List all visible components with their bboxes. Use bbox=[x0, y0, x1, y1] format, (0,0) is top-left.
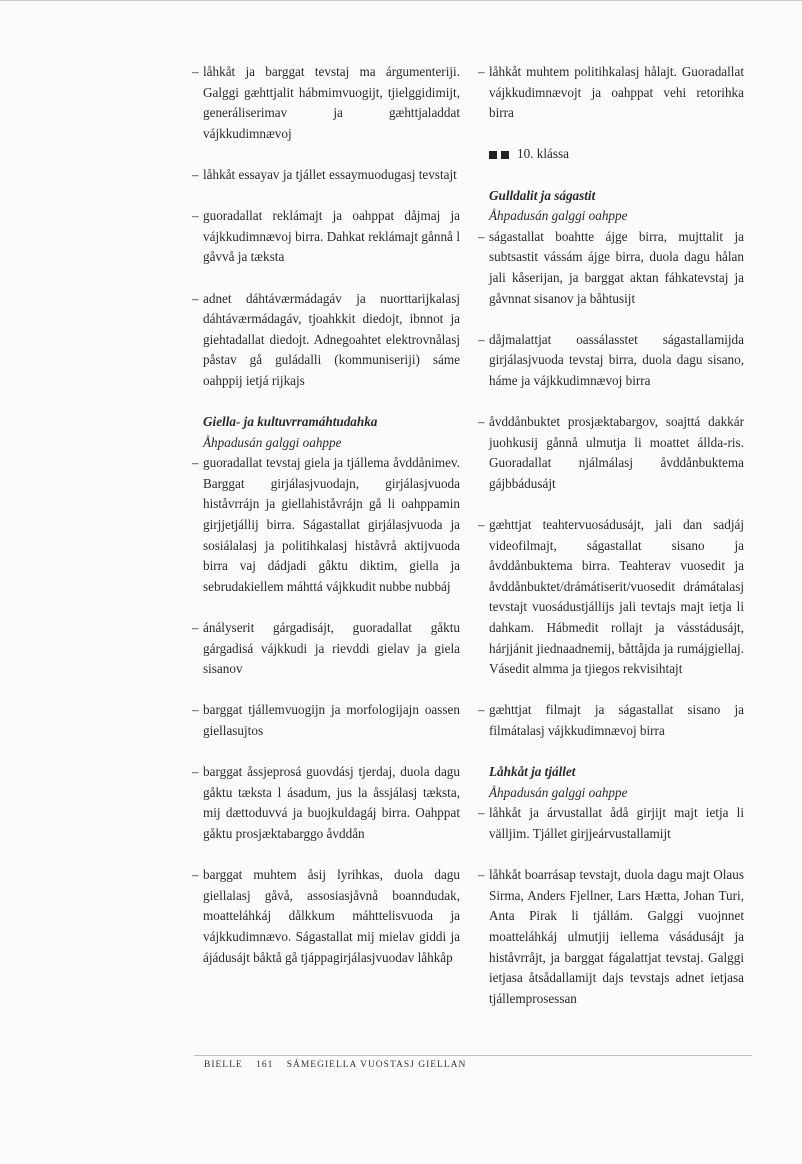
square-bullet-icon bbox=[501, 151, 509, 159]
list-item: – låhkåt ja árvustallat ådå girjijt majt ietja li välljim. Tjállet girjjeárvustallamijt bbox=[478, 803, 744, 844]
right-column bbox=[478, 62, 744, 1030]
list-item: – barggat muhtem åsij lyrihkas, duola dagu giellalasj gåvå, assosiasjåvnå boanndudak, moatteláhkáj dålkkum máhttelisvuoda ja vájkkudimnævo. Ságastallat mij mielav giddi ja ájádusájt båktå gå tjáppagirjálasjvuodav låhkåp bbox=[192, 865, 460, 968]
section-subheading: Åhpadusán galggi oahppe bbox=[489, 784, 628, 800]
list-item: – gæhttjat teahtervuosádusájt, jali dan sadjáj videofilmajt, ságastallat sisano ja åvddånbuktema birra. Teahterav vuosedit ja åvddånbuktet/drámátiserit/vuosedit drámátalasj tevstajt vuosádustjállijs jali tevtajs majt ietja li dahkam. Hábmedit rollajt ja vásstádusájt, hárjjánit jiednaadnemij, båttåjda ja rumájgiellaj. Vásedit almma ja tjiegos rekvisihtajt bbox=[478, 515, 744, 680]
list-item: – ánályserit gárgadisájt, guoradallat gåktu gárgadisá vájkkudi ja rievddi gielav ja giela sisanov bbox=[192, 618, 460, 680]
list-item: – barggat åssjeprosá guovdásj tjerdaj, duola dagu gåktu tæksta l ásadum, jus la åssjálasj tæksta, mij dættoduvvá ja buojkuldagáj birra. Oahppat gåktu prosjæktabarggo åvddån bbox=[192, 762, 460, 844]
class-heading bbox=[489, 144, 744, 165]
list-item: – ságastallat boahtte ájge birra, mujttalit ja subtsastit vássám ájge birra, duola dagu hålan jali kåserijan, ja barggat aktan fáhkatevstaj ja gåvnnat sisanov ja båhtusijt bbox=[478, 227, 744, 309]
section-subheading: Åhpadusán galggi oahppe bbox=[203, 434, 342, 450]
list-item: – guoradallat reklámajt ja oahppat dåjmaj ja vájkkudimnævoj birra. Dahkat reklámajt gånnå l gåvvå ja tæksta bbox=[192, 206, 460, 268]
list-item: – låhkåt muhtem politihkalasj hålajt. Guoradallat vájkkudimnævojt ja oahppat vehi retorihka birra bbox=[478, 62, 744, 124]
list-item: – låhkåt boarrásap tevstajt, duola dagu majt Olaus Sirma, Anders Fjellner, Lars Hætta, Johan Turi, Anta Pirak li tjállám. Galggi vuojnnet moatteláhkáj ulmutjij iellema vásádusájt ja histåvrråjt, ja barggat fágalattjat tevstaj. Galggi ietjasa åtsådallamijt dajs tevstajs adnet ietjasa tjállemprosessan bbox=[478, 865, 744, 1009]
section-heading: Gulldalit ja ságastit bbox=[489, 187, 596, 203]
section-subheading: Åhpadusán galggi oahppe bbox=[489, 208, 628, 224]
list-item: – barggat tjállemvuogijn ja morfologijajn oassen giellasujtos bbox=[192, 700, 460, 741]
list-item: – gæhttjat filmajt ja ságastallat sisano ja filmátalasj vájkkudimnævoj birra bbox=[478, 700, 744, 741]
list-item: – åvddånbuktet prosjæktabargov, soajttá dakkár juohkusij gånnå ulmutja li moattet állda-ris. Guoradallat njálmálasj åvddånbuktema gájbbádusájt bbox=[478, 412, 744, 494]
list-item: – adnet dáhtáværmádagáv ja nuorttarijkalasj dáhtáværmádagáv, tjoahkkit diedojt, ibnnot ja giehtadallat diedojt. Adnegoahtet elektrovnålasj påstav gå guládalli (kommuniseriji) sáme oahppij ietjá rijkajs bbox=[192, 289, 460, 392]
section-heading: Giella- ja kultuvrramáhtudahka bbox=[203, 414, 378, 430]
list-item: – låhkåt essayav ja tjállet essaymuodugasj tevstajt bbox=[192, 165, 460, 186]
section-heading: Låhkåt ja tjállet bbox=[489, 764, 576, 780]
page-number: 161 bbox=[256, 1060, 274, 1070]
list-item: – guoradallat tevstaj giela ja tjállema åvddånimev. Barggat girjálasjvuodajn, girjálasjvuoda histåvrrájn ja giellahiståvrájn gå li oahppamin girjjetjállij birra. Ságastallat girjálasjvuoda ja sosiálalasj ja politihkalasj histåvrå aktijvuoda birra vaj dádjadi gåktu diktim, giella ja sebrudakiellem máhttá vájkkudit nubbe nubbáj bbox=[192, 453, 460, 597]
left-column bbox=[192, 62, 460, 989]
page-footer bbox=[204, 1060, 476, 1070]
square-bullet-icon bbox=[489, 151, 497, 159]
footer-rule bbox=[194, 1055, 752, 1056]
list-item: – dåjmalattjat oassálasstet ságastallamijda girjálasjvuoda tevstaj birra, duola dagu sisano, háme ja vájkkudimnævoj birra bbox=[478, 330, 744, 392]
footer-publication: BIELLE bbox=[204, 1060, 243, 1070]
top-rule bbox=[0, 0, 802, 1]
footer-book-title: SÁMEGIELLA VUOSTASJ GIELLAN bbox=[286, 1060, 467, 1070]
class-label: 10. klássa bbox=[517, 146, 570, 162]
list-item: – låhkåt ja barggat tevstaj ma árgumenteriji. Galggi gæhttjalit hábmimvuogijt, tjielggidimijt, generáliserimav ja gæhttjaladdat vájkkudimnævoj bbox=[192, 62, 460, 144]
